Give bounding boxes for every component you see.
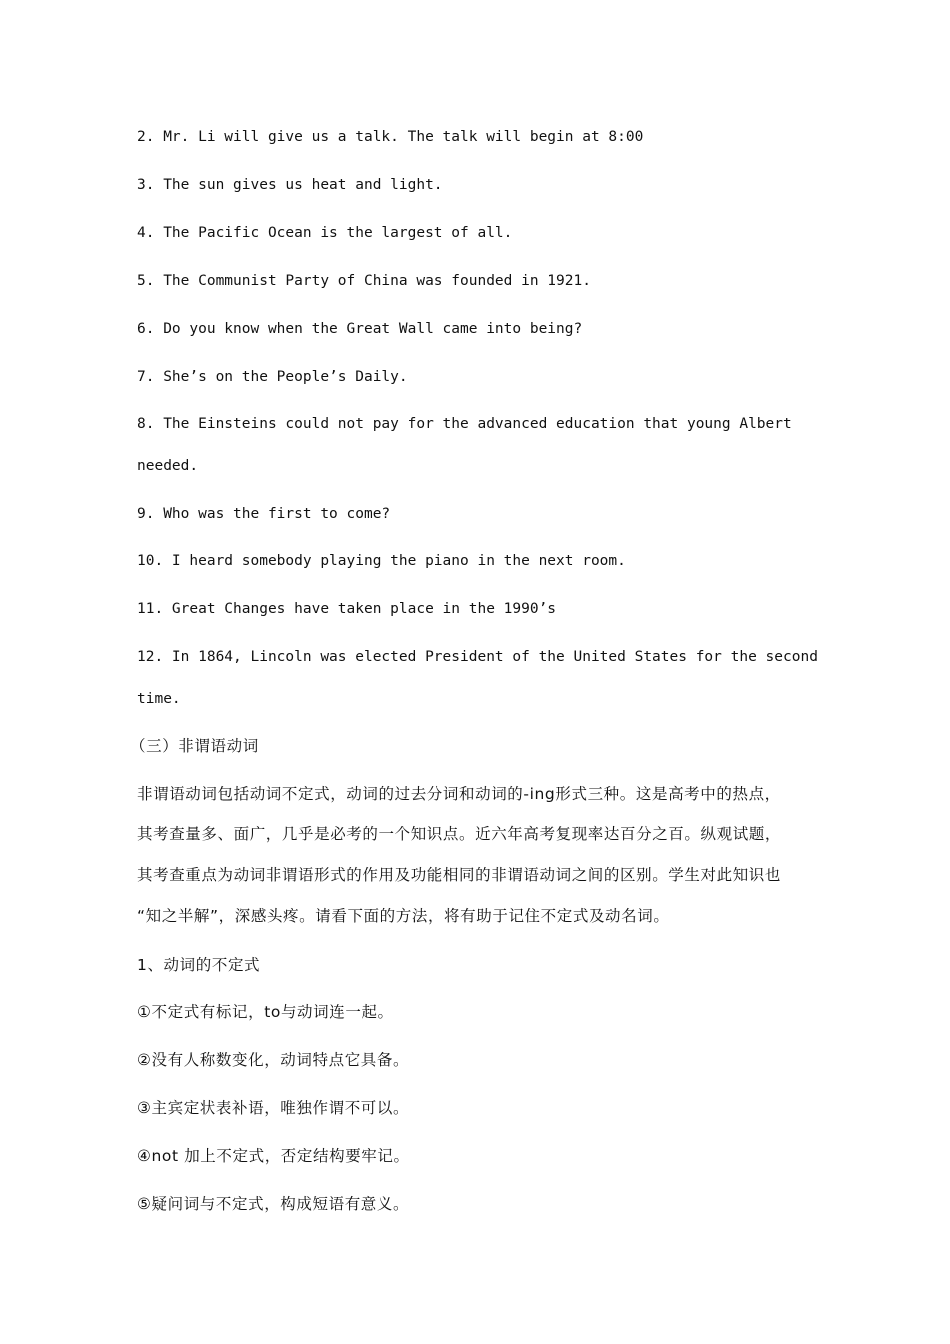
example-8-continued: needed. — [137, 458, 199, 474]
rule-1: ①不定式有标记，to与动词连一起。 — [137, 1003, 394, 1021]
example-12: 12. In 1864, Lincoln was elected President of the United States for the second — [137, 649, 818, 665]
example-5: 5. The Communist Party of China was founded in 1921. — [137, 273, 591, 289]
example-2: 2. Mr. Li will give us a talk. The talk will begin at 8:00 — [137, 129, 644, 145]
rule-4: ④not 加上不定式，否定结构要牢记。 — [137, 1147, 410, 1165]
example-4: 4. The Pacific Ocean is the largest of all. — [137, 225, 513, 241]
paragraph-line: “知之半解”，深感头疼。请看下面的方法，将有助于记住不定式及动名词。 — [137, 907, 670, 925]
subheading-infinitive: 1、动词的不定式 — [137, 956, 261, 974]
rule-5: ⑤疑问词与不定式，构成短语有意义。 — [137, 1195, 410, 1213]
example-6: 6. Do you know when the Great Wall came into being? — [137, 321, 583, 337]
example-12-continued: time. — [137, 691, 181, 707]
paragraph-line: 非谓语动词包括动词不定式，动词的过去分词和动词的-ing形式三种。这是高考中的热点， — [137, 785, 781, 803]
rule-3: ③主宾定状表补语，唯独作谓不可以。 — [137, 1099, 410, 1117]
paragraph-line: 其考查重点为动词非谓语形式的作用及功能相同的非谓语动词之间的区别。学生对此知识也 — [137, 866, 782, 884]
example-11: 11. Great Changes have taken place in the 1990’s — [137, 601, 557, 617]
example-3: 3. The sun gives us heat and light. — [137, 177, 443, 193]
rule-2: ②没有人称数变化，动词特点它具备。 — [137, 1051, 410, 1069]
example-8: 8. The Einsteins could not pay for the advanced education that young Albert — [137, 416, 792, 432]
example-10: 10. I heard somebody playing the piano in the next room. — [137, 553, 626, 569]
example-9: 9. Who was the first to come? — [137, 506, 391, 522]
section-heading: （三）非谓语动词 — [130, 737, 259, 755]
paragraph-line: 其考查量多、面广，几乎是必考的一个知识点。近六年高考复现率达百分之百。纵观试题， — [137, 825, 782, 843]
example-7: 7. She’s on the People’s Daily. — [137, 369, 408, 385]
